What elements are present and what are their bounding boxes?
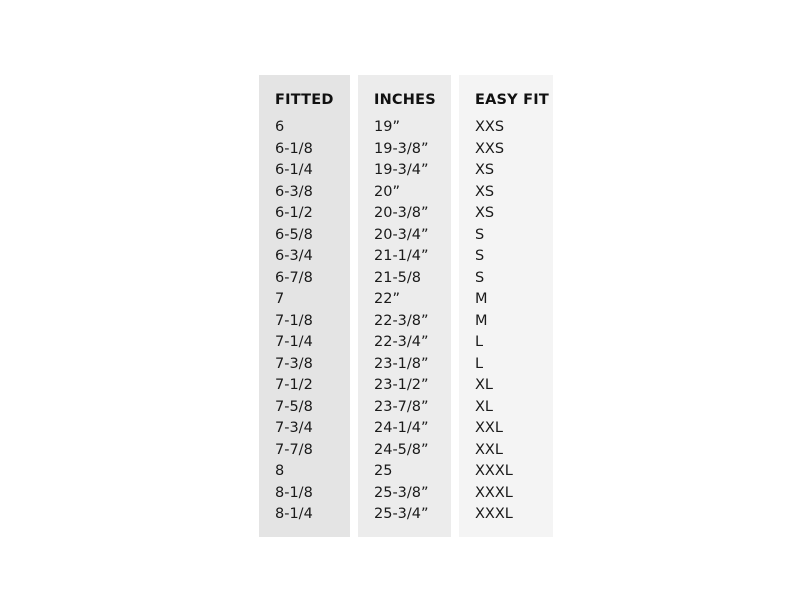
fitted-cell: 6-1/8 (275, 140, 313, 157)
easy-fit-cell: M (475, 312, 488, 329)
inches-cell: 20-3/8” (374, 205, 429, 221)
fitted-cell: 7-1/2 (275, 377, 313, 393)
inches-cell: 19” (374, 119, 400, 135)
fitted-cell: 6-3/4 (275, 248, 313, 264)
fitted-cell: 6-1/4 (275, 162, 313, 178)
inches-cell: 25-3/4” (374, 506, 429, 522)
inches-cell: 20” (374, 183, 400, 200)
fitted-cell: 7 (275, 291, 285, 307)
easy-fit-cell: XS (475, 205, 495, 221)
easy-fit-header: EASY FIT (475, 92, 549, 108)
fitted-cell: 7-1/8 (275, 312, 313, 329)
fitted-cell: 8-1/4 (275, 506, 313, 522)
fitted-cell: 7-7/8 (275, 441, 313, 458)
fitted-cell: 6-3/8 (275, 183, 313, 200)
fitted-cell: 8-1/8 (275, 484, 313, 501)
inches-cell: 24-1/4” (374, 420, 429, 436)
easy-fit-cell: XXL (475, 420, 503, 436)
inches-values (374, 117, 429, 526)
easy-fit-column (459, 75, 553, 537)
fitted-cell: 6 (275, 119, 285, 135)
inches-cell: 21-5/8 (374, 269, 422, 286)
fitted-cell: 6-5/8 (275, 226, 313, 243)
easy-fit-cell: XXXL (475, 506, 513, 522)
easy-fit-cell: S (475, 269, 485, 286)
easy-fit-cell: XXXL (475, 463, 513, 479)
easy-fit-cell: S (475, 248, 485, 264)
easy-fit-cell: XXS (475, 140, 505, 157)
fitted-header: FITTED (275, 92, 334, 108)
easy-fit-cell: XS (475, 162, 495, 178)
easy-fit-cell: S (475, 226, 485, 243)
inches-cell: 20-3/4” (374, 226, 429, 243)
fitted-cell: 7-1/4 (275, 334, 313, 350)
easy-fit-values (475, 117, 513, 526)
fitted-cell: 7-5/8 (275, 398, 313, 415)
inches-cell: 21-1/4” (374, 248, 429, 264)
easy-fit-cell: XXXL (475, 484, 513, 501)
fitted-column (259, 75, 350, 537)
inches-cell: 24-5/8” (374, 441, 429, 458)
inches-cell: 22” (374, 291, 400, 307)
fitted-cell: 7-3/4 (275, 420, 313, 436)
inches-header: INCHES (374, 92, 436, 108)
fitted-cell: 6-7/8 (275, 269, 313, 286)
inches-cell: 23-7/8” (374, 398, 429, 415)
inches-cell: 22-3/4” (374, 334, 429, 350)
easy-fit-cell: XXL (475, 441, 503, 458)
fitted-values (275, 117, 313, 526)
inches-column (358, 75, 451, 537)
easy-fit-cell: XS (475, 183, 495, 200)
fitted-cell: 8 (275, 463, 285, 479)
easy-fit-cell: XXS (475, 119, 505, 135)
fitted-cell: 6-1/2 (275, 205, 313, 221)
inches-cell: 22-3/8” (374, 312, 429, 329)
inches-cell: 25 (374, 463, 393, 479)
easy-fit-cell: L (475, 334, 484, 350)
inches-cell: 25-3/8” (374, 484, 429, 501)
easy-fit-cell: XL (475, 377, 494, 393)
easy-fit-cell: M (475, 291, 488, 307)
easy-fit-cell: XL (475, 398, 494, 415)
fitted-cell: 7-3/8 (275, 355, 313, 372)
easy-fit-cell: L (475, 355, 484, 372)
inches-cell: 19-3/8” (374, 140, 429, 157)
inches-cell: 23-1/2” (374, 377, 429, 393)
inches-cell: 23-1/8” (374, 355, 429, 372)
inches-cell: 19-3/4” (374, 162, 429, 178)
